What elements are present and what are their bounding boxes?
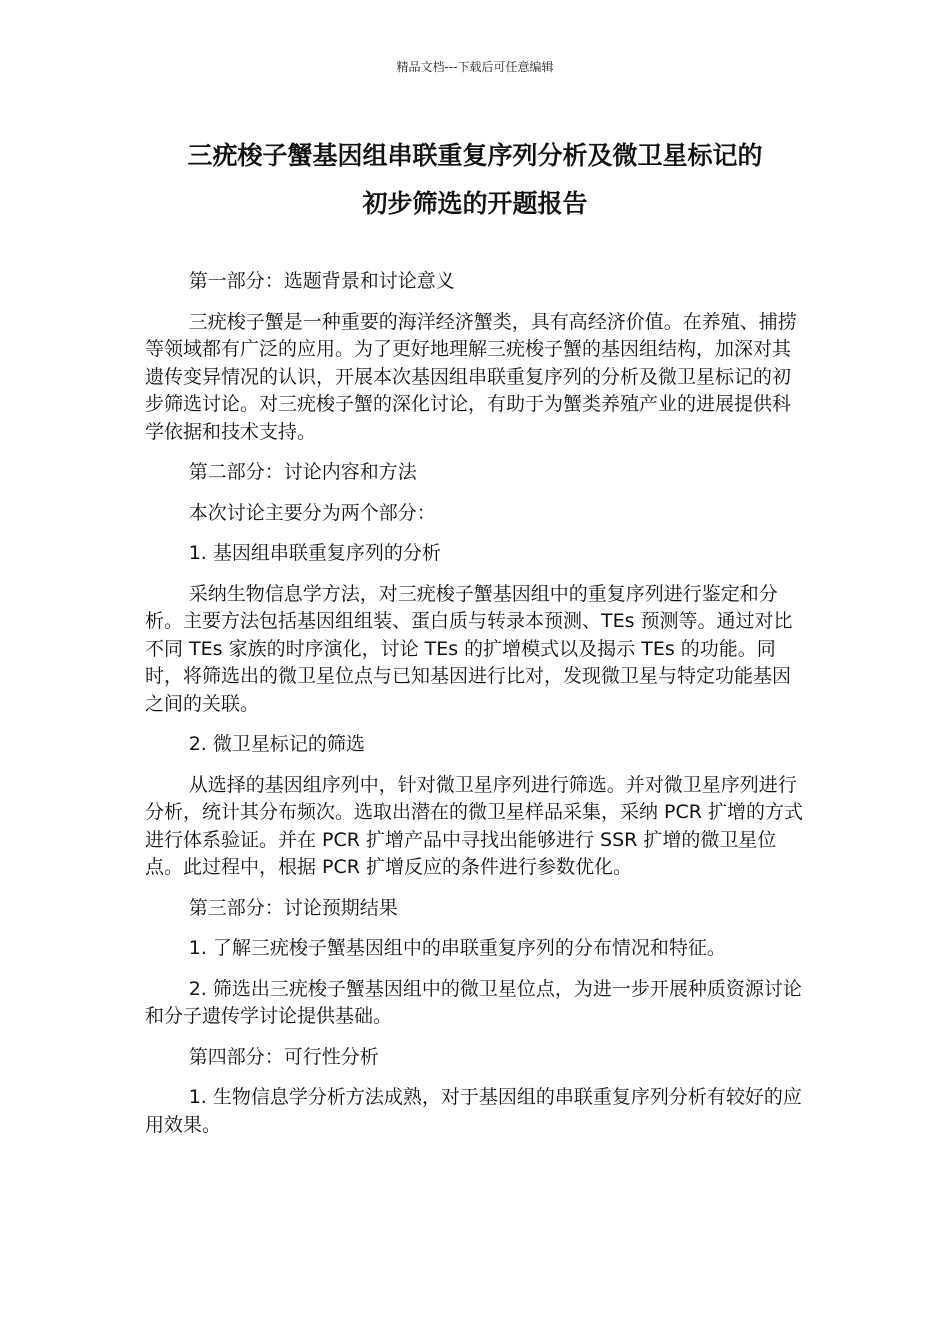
body-paragraph: 从选择的基因组序列中，针对微卫星序列进行筛选。并对微卫星序列进行分析，统计其分布频次。选取出潜在的微卫星样品采集，采纳 PCR 扩增的方式进行体系验证。并在 PCR 扩增产品中寻找出能够进行 SSR 扩增的微卫星位点。此过程中，根据 PCR 扩增反应的条件进行参数优化。 xyxy=(145,773,804,878)
page-header: 精品文档---下载后可任意编辑 xyxy=(396,60,554,74)
body-paragraph: 三疣梭子蟹是一种重要的海洋经济蟹类，具有高经济价值。在养殖、捕捞等领域都有广泛的应用。为了更好地理解三疣梭子蟹的基因组结构，加深对其遗传变异情况的认识，开展本次基因组串联重复序列的分析及微卫星标记的初步筛选讨论。对三疣梭子蟹的深化讨论，有助于为蟹类养殖产业的进展提供科学依据和技术支持。 xyxy=(145,310,797,443)
title-line-1: 三疣梭子蟹基因组串联重复序列分析及微卫星标记的 xyxy=(187,141,763,170)
list-item-heading: 2. 微卫星标记的筛选 xyxy=(188,733,365,755)
section-heading-1: 第一部分：选题背景和讨论意义 xyxy=(188,270,455,292)
body-paragraph: 采纳生物信息学方法，对三疣梭子蟹基因组中的重复序列进行鉴定和分析。主要方法包括基因组组装、蛋白质与转录本预测、TEs 预测等。通过对比不同 TEs 家族的时序演化，讨论 TEs 的扩增模式以及揭示 TEs 的功能。同时，将筛选出的微卫星位点与已知基因进行比对，发现微卫星与特定功能基因之间的关联。 xyxy=(145,582,793,715)
section-heading-3: 第三部分：讨论预期结果 xyxy=(188,896,398,919)
section-heading-4: 第四部分：可行性分析 xyxy=(188,1045,379,1068)
list-item: 2. 筛选出三疣梭子蟹基因组中的微卫星位点，为进一步开展种质资源讨论和分子遗传学讨论提供基础。 xyxy=(145,977,802,1027)
list-item: 1. 了解三疣梭子蟹基因组中的串联重复序列的分布情况和特征。 xyxy=(188,937,726,959)
list-item-heading: 1. 基因组串联重复序列的分析 xyxy=(188,542,441,564)
body-paragraph: 本次讨论主要分为两个部分： xyxy=(188,501,436,524)
document-title xyxy=(130,132,820,228)
title-line-2: 初步筛选的开题报告 xyxy=(362,189,588,218)
document-body xyxy=(145,268,805,1152)
list-item: 1. 生物信息学分析方法成熟，对于基因组的串联重复序列分析有较好的应用效果。 xyxy=(145,1086,802,1136)
section-heading-2: 第二部分：讨论内容和方法 xyxy=(188,461,417,483)
